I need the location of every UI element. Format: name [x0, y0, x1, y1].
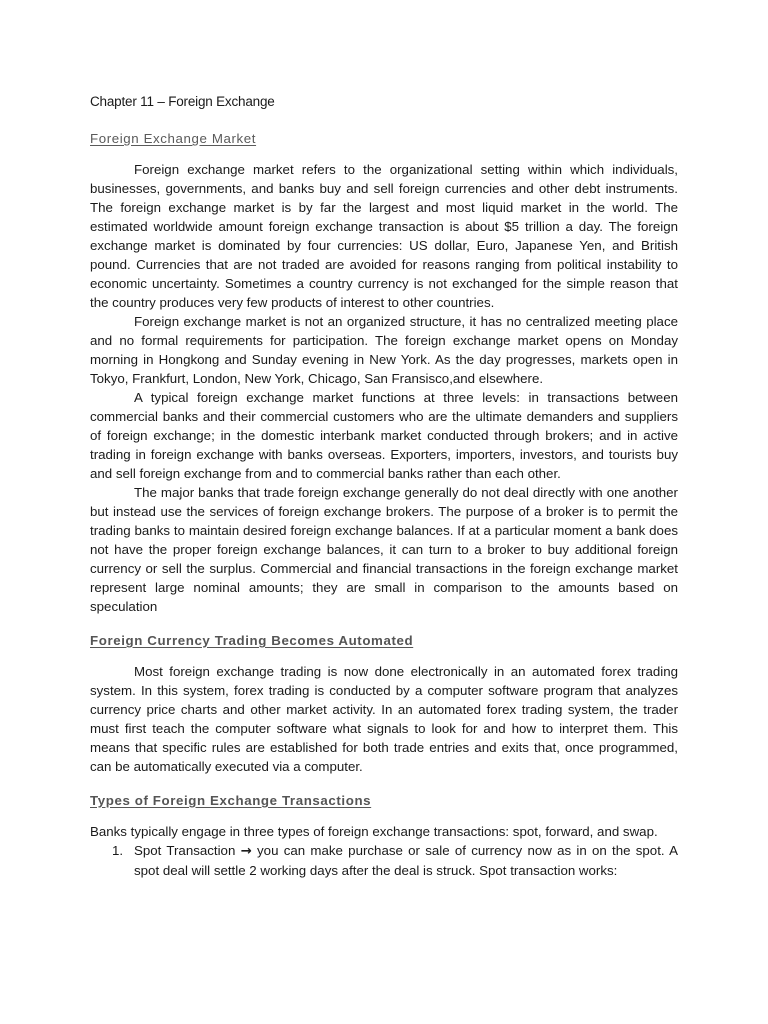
section-foreign-exchange-market	[90, 129, 678, 616]
document-page	[90, 92, 678, 895]
chapter-title: Chapter 11 – Foreign Exchange	[90, 94, 275, 109]
list-number: 1.	[112, 843, 124, 858]
paragraph: Banks typically engage in three types of foreign exchange transactions: spot, forward, and swap.	[90, 824, 658, 839]
section-heading: Foreign Exchange Market	[90, 131, 257, 146]
paragraph: The major banks that trade foreign exchange generally do not deal directly with one another but instead use the services of foreign exchange brokers. The purpose of a broker is to permit the trading banks to maintain desired foreign exchange balances. If at a particular moment a bank does not have the proper foreign exchange balances, it can turn to a broker to buy additional foreign currency or sell the surplus. Commercial and financial transactions in the foreign exchange market represent large nominal amounts; they are small in comparison to the amounts based on speculation	[90, 485, 678, 614]
paragraph: Foreign exchange market refers to the organizational setting within which individuals, businesses, governments, and banks buy and sell foreign currencies and other debt instruments. The foreign exchange market is by far the largest and most liquid market in the world. The estimated worldwide amount foreign exchange transaction is about $5 trillion a day. The foreign exchange market is dominated by four currencies: US dollar, Euro, Japanese Yen, and British pound. Currencies that are not traded are avoided for reasons ranging from political instability to economic uncertainty. Sometimes a country currency is not exchanged for the simple reason that the country produces very few products of interest to other countries.	[90, 162, 678, 310]
list-item-text	[134, 841, 678, 880]
right-arrow-icon: →	[240, 844, 252, 859]
numbered-list	[90, 841, 678, 880]
paragraph: A typical foreign exchange market functions at three levels: in transactions between commercial banks and their commercial customers who are the ultimate demanders and suppliers of foreign exchange; in the domestic interbank market conducted through brokers; and in active trading in foreign exchange with banks overseas. Exporters, importers, investors, and tourists buy and sell foreign exchange from and to commercial banks rather than each other.	[90, 390, 678, 481]
section-automated-trading	[90, 631, 678, 776]
list-item-term: Spot Transaction	[134, 843, 236, 858]
paragraph: Most foreign exchange trading is now done electronically in an automated forex trading system. In this system, forex trading is conducted by a computer software program that analyzes currency price charts and other market activity. In an automated forex trading system, the trader must first teach the computer software what signals to look for and how to interpret them. This means that specific rules are established for both trade entries and exits that, once programmed, can be automatically executed via a computer.	[90, 664, 678, 774]
list-item-description: you can make purchase or sale of currency now as in on the spot. A spot deal will settle 2 working days after the deal is struck. Spot transaction works:	[134, 843, 678, 878]
section-transaction-types	[90, 791, 678, 880]
section-heading: Foreign Currency Trading Becomes Automated	[90, 633, 414, 648]
list-item	[90, 841, 678, 880]
section-heading: Types of Foreign Exchange Transactions	[90, 793, 372, 808]
paragraph: Foreign exchange market is not an organized structure, it has no centralized meeting place and no formal requirements for participation. The foreign exchange market opens on Monday morning in Hongkong and Sunday evening in New York. As the day progresses, markets open in Tokyo, Frankfurt, London, New York, Chicago, San Fransisco,and elsewhere.	[90, 314, 678, 386]
